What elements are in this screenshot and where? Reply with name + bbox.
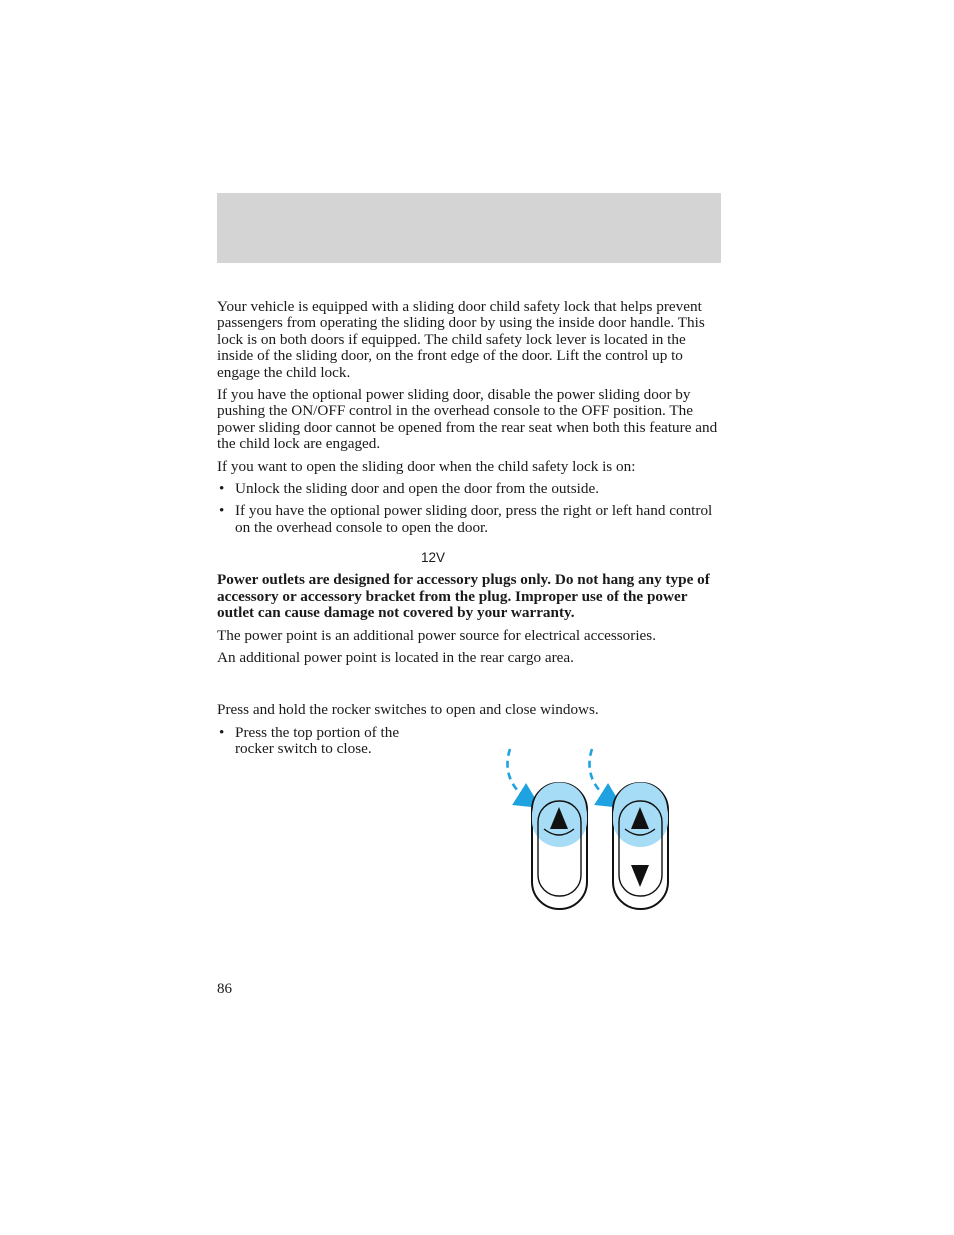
power-outlet-warning: Power outlets are designed for accessory plugs only. Do not hang any type of accessory or accessory bracket from the plug. Improper use of the power outlet can cause damage not covered by your warranty. xyxy=(217,571,710,622)
power-point-figure-label: 12V xyxy=(421,550,446,566)
power-point-paragraph-2: An additional power point is located in the rear cargo area. xyxy=(217,648,574,666)
list-item: • If you have the optional power sliding door, press the right or left hand control on the overhead console to open the door. xyxy=(217,503,721,536)
dashed-arrow-icon xyxy=(589,749,612,801)
windows-paragraph-1: Press and hold the rocker switches to open and close windows. xyxy=(217,701,599,719)
list-item: • Press the top portion of the rocker switch to close. xyxy=(217,725,437,758)
list-item: • Unlock the sliding door and open the door from the outside. xyxy=(217,481,721,497)
rocker-switch-icon xyxy=(532,783,587,910)
power-point-paragraph-1: The power point is an additional power source for electrical accessories. xyxy=(217,626,656,644)
child-lock-paragraph-3: If you want to open the sliding door when the child safety lock is on: xyxy=(217,457,636,475)
rocker-switch-figure xyxy=(500,745,680,915)
section-header-band xyxy=(217,193,721,263)
page-content xyxy=(217,299,721,764)
child-lock-paragraph-1: Your vehicle is equipped with a sliding door child safety lock that helps prevent passengers from operating the sliding door by using the inside door handle. This lock is on both doors if equipped. The child safety lock lever is located in the inside of the sliding door, on the front edge of the door. Lift the control up to engage the child lock. xyxy=(217,298,705,381)
dashed-arrow-icon xyxy=(507,749,530,801)
section-spacer xyxy=(217,672,721,702)
page-number: 86 xyxy=(217,981,232,997)
child-lock-bullet-list xyxy=(217,481,721,536)
windows-bullet-list xyxy=(217,725,437,758)
child-lock-paragraph-2: If you have the optional power sliding door, disable the power sliding door by pushing the ON/OFF control in the overhead console to the OFF position. The power sliding door cannot be opened from the rear seat when both this feature and the child lock are engaged. xyxy=(217,386,718,453)
rocker-switch-icon xyxy=(613,783,668,910)
